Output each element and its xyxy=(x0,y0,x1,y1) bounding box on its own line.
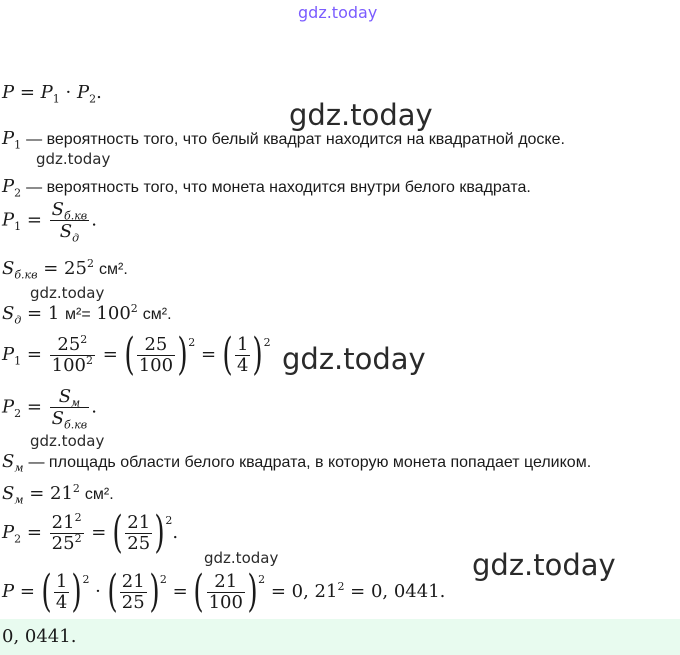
watermark-1: gdz.today xyxy=(289,98,433,132)
formula-p1-ratio: $P_1$ = $\frac{S_{б.кв}}{S_д}$ . xyxy=(2,199,97,245)
watermark-3: gdz.today xyxy=(30,284,105,302)
formula-p2-value: $P_2$ = $\frac{21^2}{25^2}$ = ( $\frac{21}{25}$ )$^2$. xyxy=(2,507,179,558)
watermark-2: gdz.today xyxy=(36,150,111,168)
watermark-top: gdz.today xyxy=(298,3,378,22)
watermark-5: gdz.today xyxy=(30,432,105,450)
unit-m2: м²= xyxy=(65,306,91,323)
answer-bar xyxy=(0,619,680,655)
s-coin-area-definition: $S_м$ — площадь области белого квадрата, в которую монета попадает целиком. xyxy=(2,451,592,475)
answer-value: 0, 0441. xyxy=(2,626,77,647)
p1-definition: $P_1$ — вероятность того, что белый квадрат находится на квадратной доске. xyxy=(2,128,565,152)
formula-p2-ratio: $P_2$ = $\frac{S_м}{S_{б.кв}}$ . xyxy=(2,386,97,432)
formula-p1-value: $P_1$ = $\frac{25^2}{100^2}$ = ( $\frac{25}{100}$ )$^2$ = ( $\frac{1}{4}$ )$^2$ xyxy=(2,329,271,380)
formula-s-coin-area: $S_м = 21^2$ см². xyxy=(2,482,114,507)
unit-cm2: см². xyxy=(142,306,172,323)
watermark-6: gdz.today xyxy=(204,549,279,567)
p2-description: — вероятность того, что монета находится внутри белого квадрата. xyxy=(26,179,531,196)
formula-s-board: $S_д = 1$ $м^2= 100^2$ см². xyxy=(2,302,172,327)
p1-description: — вероятность того, что белый квадрат находится на квадратной доске. xyxy=(26,131,565,148)
unit-cm2: см². xyxy=(84,486,114,503)
s-coin-area-description: — площадь области белого квадрата, в которую монета попадает целиком. xyxy=(28,454,592,471)
p2-definition: $P_2$ — вероятность того, что монета находится внутри белого квадрата. xyxy=(2,176,531,200)
watermark-7: gdz.today xyxy=(472,548,616,582)
watermark-4: gdz.today xyxy=(282,342,426,376)
formula-p-product: $P = P_1 \cdot P_2$. xyxy=(2,82,102,106)
formula-p-final: P = ( $\frac{1}{4}$ )$^2$ · ( $\frac{21}{25}$ )$^2$ = ( $\frac{21}{100}$ )$^2$ = 0, $21^2 = 0$, 0441. xyxy=(2,566,446,617)
unit-cm2: см². xyxy=(98,261,128,278)
formula-s-white-square: $S_{б.кв} = 25^2$ см². xyxy=(2,257,128,282)
